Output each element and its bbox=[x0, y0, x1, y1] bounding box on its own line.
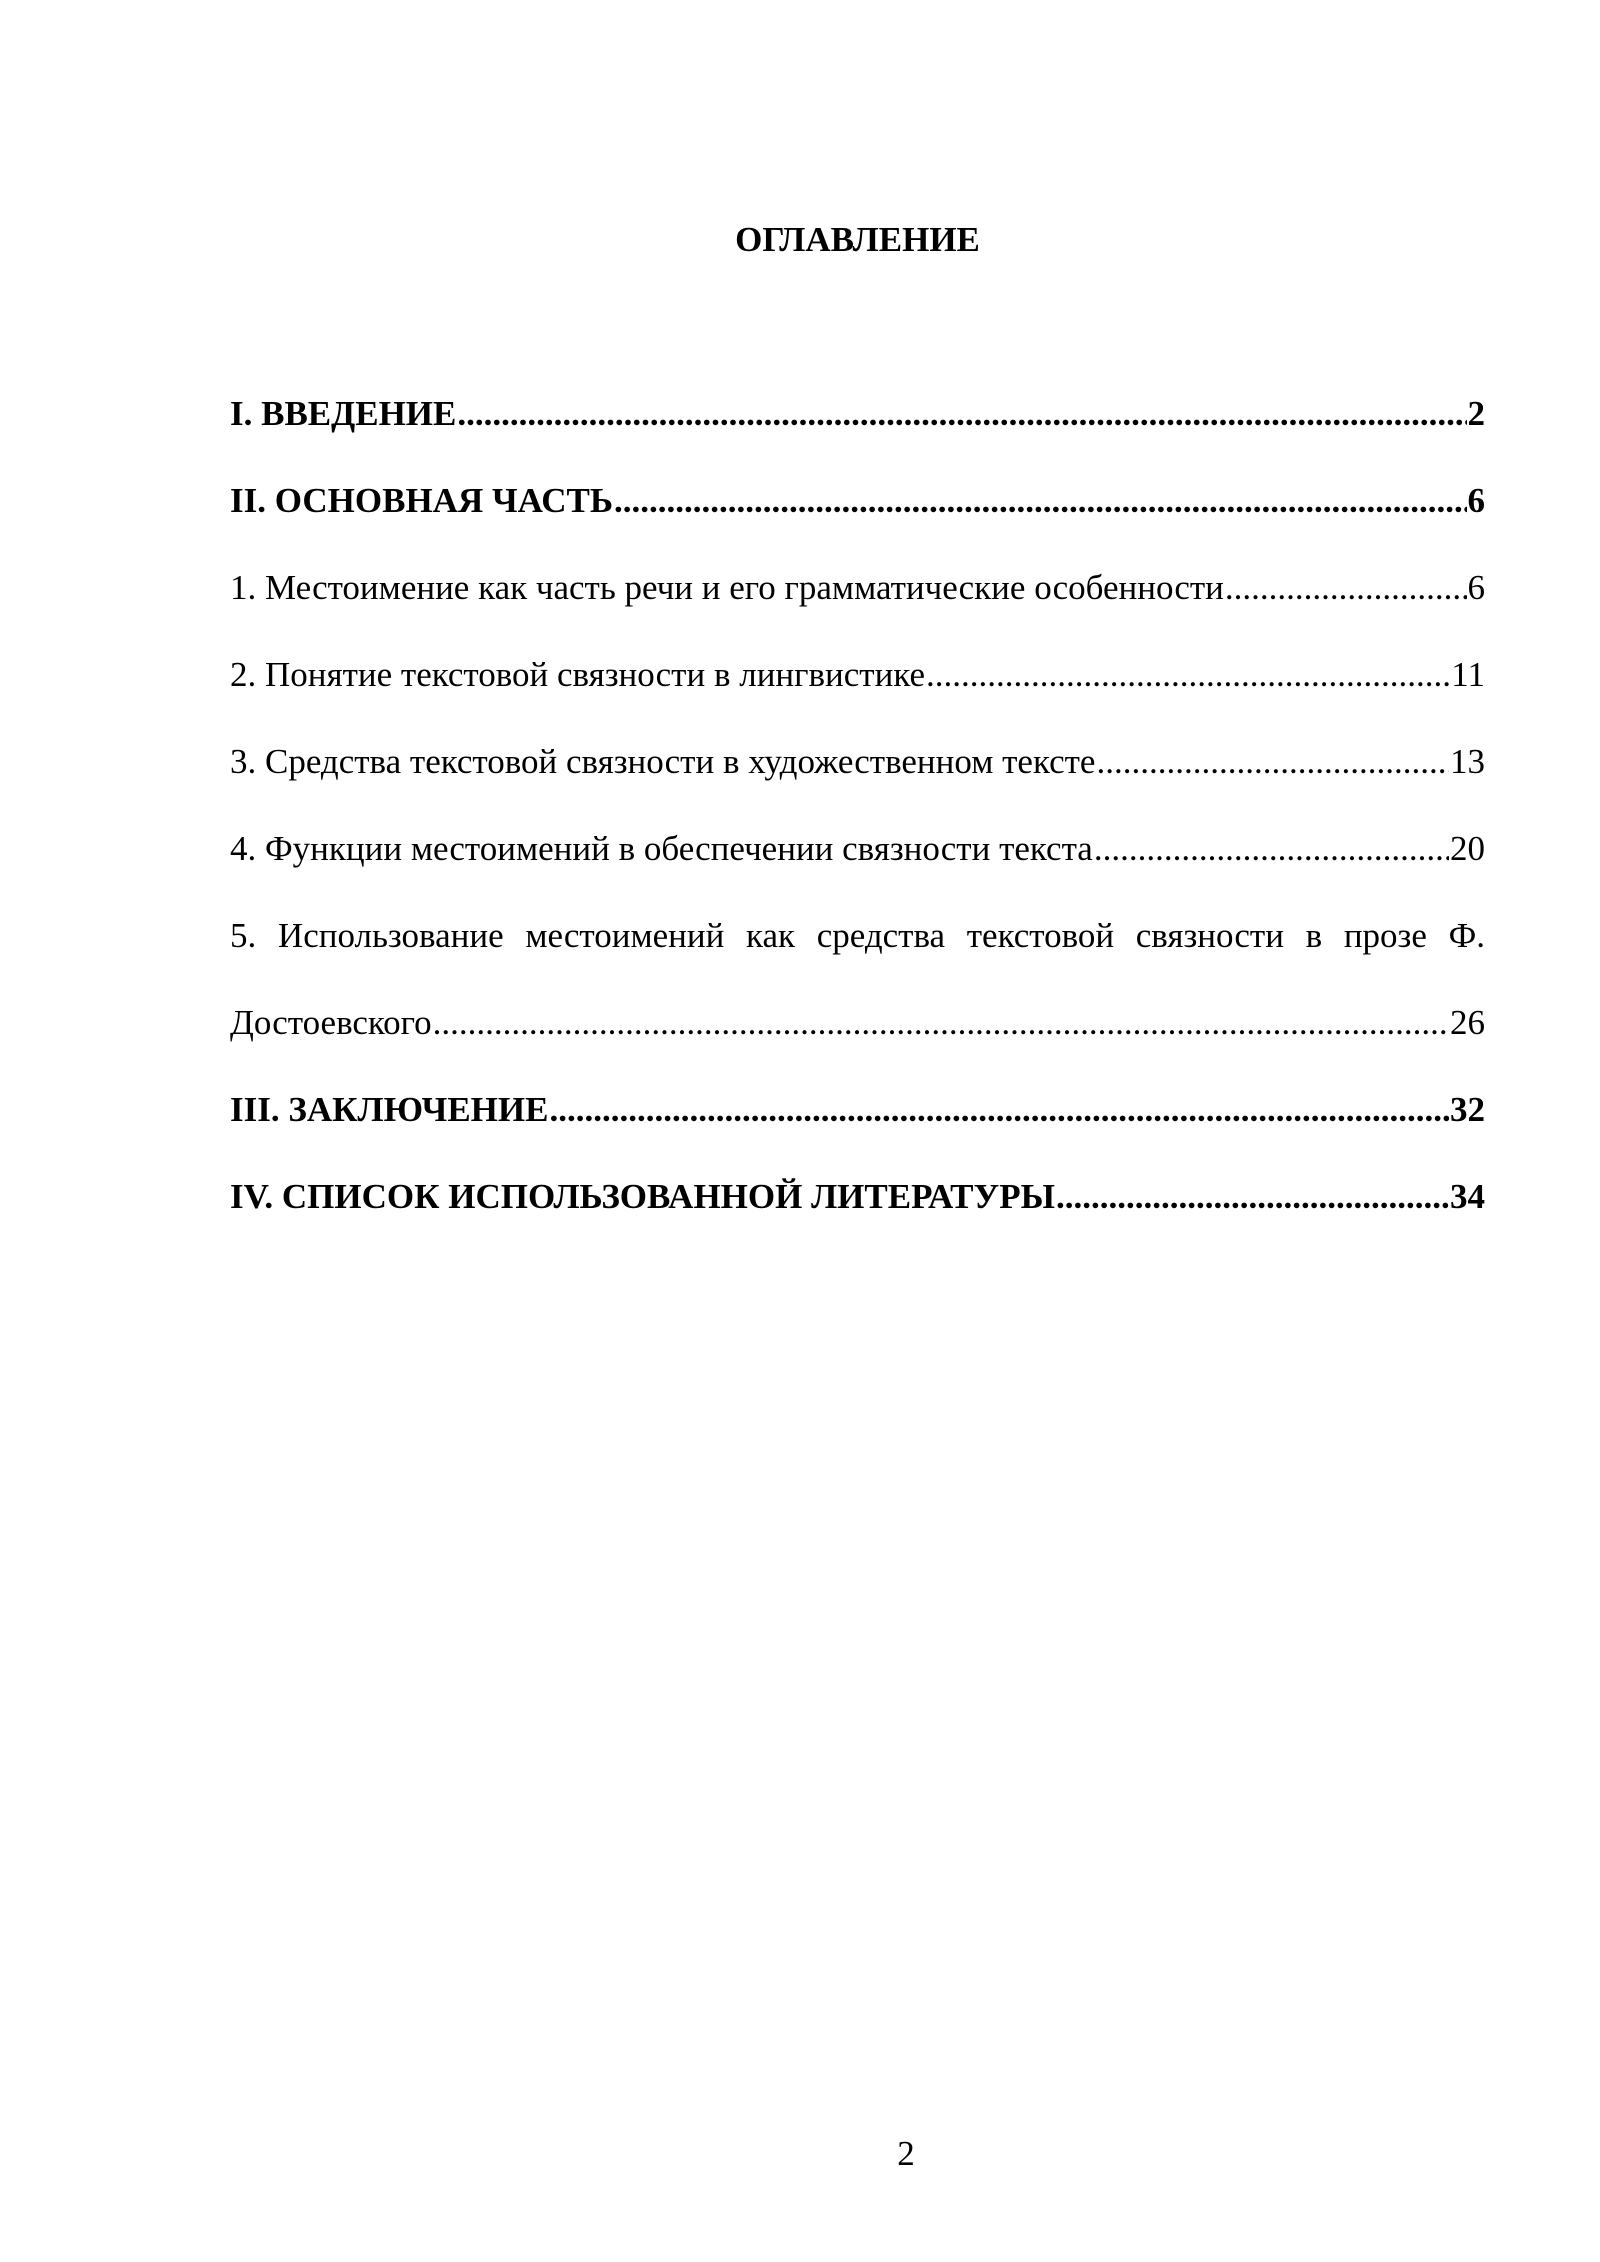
toc-dot-leader bbox=[614, 479, 1467, 523]
toc-entry-introduction[interactable] bbox=[230, 392, 1485, 479]
toc-entry-page: 11 bbox=[1451, 655, 1485, 694]
toc-entry-page: 2 bbox=[1467, 394, 1485, 433]
toc-entry-page: 26 bbox=[1450, 1003, 1485, 1042]
toc-entry-section-5-line-2[interactable] bbox=[230, 1001, 1485, 1088]
page-title: ОГЛАВЛЕНИЕ bbox=[735, 220, 980, 259]
toc-entry-section-1[interactable] bbox=[230, 566, 1485, 653]
toc-entry-label: 1. Местоимение как часть речи и его грамматические особенности bbox=[230, 568, 1224, 607]
table-of-contents bbox=[230, 392, 1485, 1262]
page-number: 2 bbox=[897, 2134, 915, 2173]
toc-entry-references[interactable] bbox=[230, 1175, 1485, 1262]
toc-entry-section-4[interactable] bbox=[230, 827, 1485, 914]
toc-entry-page: 6 bbox=[1467, 481, 1485, 520]
toc-entry-label: 2. Понятие текстовой связности в лингвистике bbox=[230, 655, 925, 694]
toc-entry-page: 6 bbox=[1467, 568, 1485, 607]
toc-entry-label: 4. Функции местоимений в обеспечении связности текста bbox=[230, 829, 1093, 868]
toc-entry-label: II. ОСНОВНАЯ ЧАСТЬ bbox=[230, 481, 613, 520]
toc-entry-conclusion[interactable] bbox=[230, 1088, 1485, 1175]
toc-entry-label: I. ВВЕДЕНИЕ bbox=[230, 394, 457, 433]
toc-entry-page: 34 bbox=[1450, 1177, 1485, 1216]
toc-entry-page: 13 bbox=[1450, 742, 1485, 781]
toc-entry-main-part[interactable] bbox=[230, 479, 1485, 566]
toc-entry-page: 20 bbox=[1450, 829, 1485, 868]
toc-entry-page: 32 bbox=[1450, 1090, 1485, 1129]
toc-dot-leader bbox=[1094, 827, 1449, 871]
toc-dot-leader bbox=[1056, 1175, 1449, 1219]
toc-entry-label: IV. СПИСОК ИСПОЛЬЗОВАННОЙ ЛИТЕРАТУРЫ bbox=[230, 1177, 1055, 1216]
toc-entry-section-3[interactable] bbox=[230, 740, 1485, 827]
toc-dot-leader bbox=[1096, 740, 1449, 784]
toc-dot-leader bbox=[433, 1001, 1449, 1045]
toc-dot-leader bbox=[926, 653, 1450, 697]
toc-entry-label: III. ЗАКЛЮЧЕНИЕ bbox=[230, 1090, 549, 1129]
toc-dot-leader bbox=[457, 392, 1466, 436]
toc-entry-label: 3. Средства текстовой связности в художественном тексте bbox=[230, 742, 1096, 781]
toc-entry-section-5-line-1[interactable] bbox=[230, 914, 1485, 1001]
toc-entry-label: Достоевского bbox=[230, 1003, 432, 1042]
toc-entry-label: 5. Использование местоимений как средства текстовой связности в прозе Ф. bbox=[230, 916, 1485, 955]
toc-entry-section-2[interactable] bbox=[230, 653, 1485, 740]
toc-dot-leader bbox=[1225, 566, 1467, 610]
toc-dot-leader bbox=[549, 1088, 1449, 1132]
